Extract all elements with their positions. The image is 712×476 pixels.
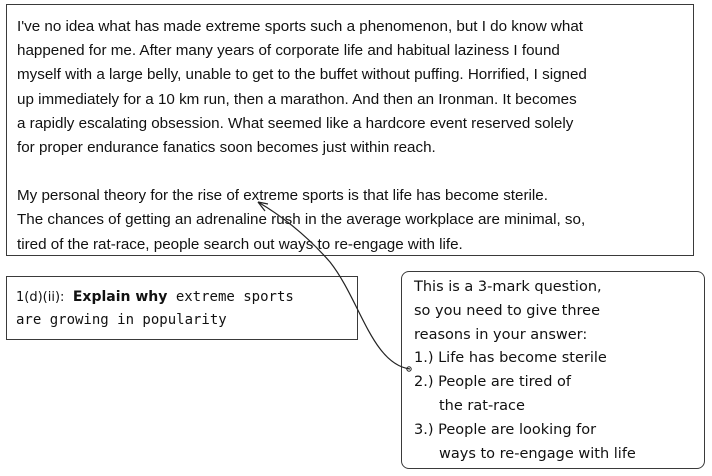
reason-3-continued: ways to re-engage with life <box>439 445 636 462</box>
question-number: 1(d)(ii): <box>16 290 65 305</box>
reason-2-continued: the rat-race <box>439 397 525 414</box>
note-line: so you need to give three <box>414 302 601 319</box>
reason-1: 1.) Life has become sterile <box>414 350 607 367</box>
command-word: Explain why <box>72 289 168 305</box>
reason-3: 3.) People are looking for <box>414 421 597 438</box>
annotation-note-box <box>401 271 705 469</box>
note-line: This is a 3-mark question, <box>414 279 602 295</box>
source-passage-box <box>6 4 694 256</box>
exam-question-box <box>6 276 358 340</box>
reason-2: 2.) People are tired of <box>414 374 572 391</box>
passage-paragraph-2: My personal theory for the rise of extreme sports is that life has become sterile. The chances of getting an adrenaline rush in the average workplace are minimal, so, tired of the rat-race, people search out ways to re-engage with life. <box>17 187 586 253</box>
passage-paragraph-1: I've no idea what has made extreme sports such a phenomenon, but I do know what happened for me. After many years of corporate life and habitual laziness I found myself with a large belly, unable to get to the buffet without puffing. Horrified, I signed up immediately for a 10 km run, then a marathon. And then an Ironman. It becomes a rapidly escalating obsession. What seemed like a hardcore event reserved solely for proper endurance fanatics soon becomes just within reach. <box>17 18 587 157</box>
question-text: extreme sports are growing in popularity <box>16 289 294 328</box>
note-line: reasons in your answer: <box>414 326 588 343</box>
